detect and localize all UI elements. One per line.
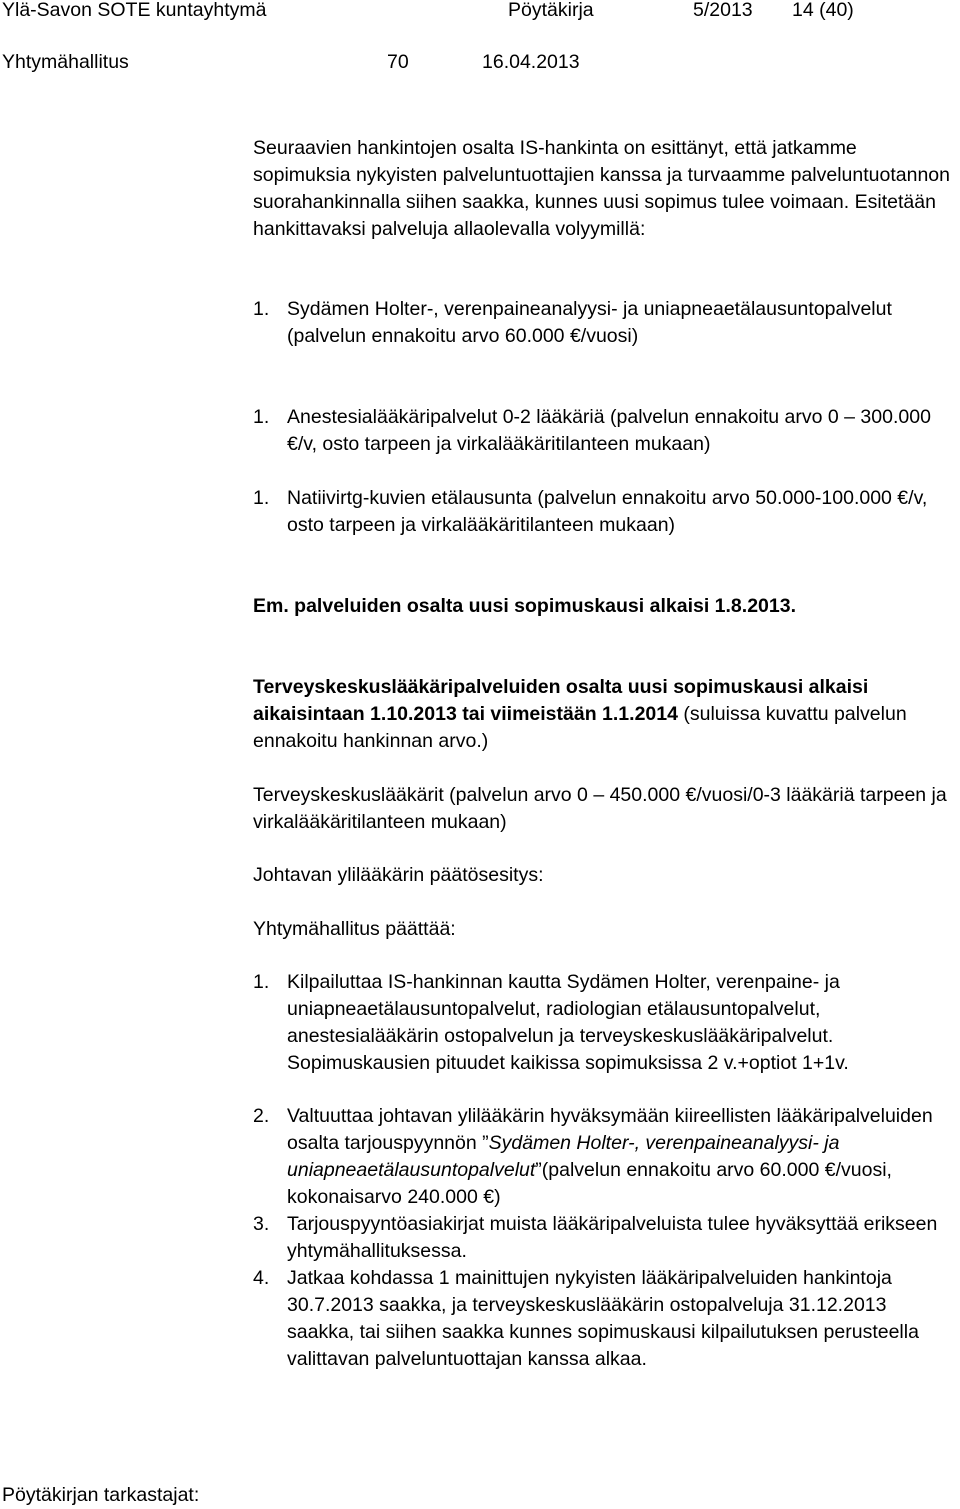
hc-doctors-paragraph: Terveyskeskuslääkärit (palvelun arvo 0 – 450.000 €/vuosi/0-3 lääkäriä tarpeen ja virkalääkäritilanteen mukaan)	[253, 784, 947, 833]
service-item	[253, 485, 953, 539]
doc-type: Pöytäkirja	[508, 0, 594, 21]
meeting-body: Yhtymähallitus	[2, 51, 129, 73]
service-text: Anestesialääkäripalvelut 0-2 lääkäriä (palvelun ennakoitu arvo 0 – 300.000 €/v, osto tarpeen ja virkalääkäritilanteen mukaan)	[287, 406, 931, 455]
decision-text: Kilpailuttaa IS-hankinnan kautta Sydämen Holter, verenpaine- ja uniapneaetälausuntopalvelut, radiologian etälausuntopalvelut, anestesialääkärin ostopalvelun ja terveyskeskuslääkäripalvelut. Sopimuskausien pituudet kaikissa sopimuksissa 2 v.+optiot 1+1v.	[287, 971, 849, 1074]
service-item	[253, 296, 953, 350]
list-number: 2.	[253, 1105, 270, 1127]
list-number: 1.	[253, 298, 270, 320]
decision-item-1	[253, 969, 953, 1077]
decision-item-3	[253, 1211, 953, 1265]
footer-reviewers-label: Pöytäkirjan tarkastajat:	[2, 1484, 200, 1506]
decision-item-2	[253, 1103, 953, 1211]
contract-note-text: Em. palveluiden osalta uusi sopimuskausi alkaisi 1.8.2013.	[253, 595, 796, 617]
section-number: 70	[387, 51, 409, 73]
decision-text-pre: Valtuuttaa johtavan ylilääkärin hyväksymään kiireellisten lääkäripalveluiden osalta tarjouspyynnön ”	[287, 1105, 933, 1154]
service-text: Sydämen Holter-, verenpaineanalyysi- ja uniapneaetälausuntopalvelut (palvelun ennakoitu arvo 60.000 €/vuosi)	[287, 298, 892, 347]
list-number: 3.	[253, 1213, 270, 1235]
list-number: 4.	[253, 1267, 270, 1289]
list-number: 1.	[253, 406, 270, 428]
decision-text-post: ”(palvelun ennakoitu arvo 60.000 €/vuosi, kokonaisarvo 240.000 €)	[287, 1159, 892, 1208]
decision-text: Jatkaa kohdassa 1 mainittujen nykyisten lääkäripalveluiden hankintoja 30.7.2013 saakka, ja terveyskeskuslääkärin ostopalveluja 31.12.2013 saakka, tai siihen saakka kunnes sopimuskausi kilpailutuksen perusteella valittavan palveluntuottajan kanssa alkaa.	[287, 1267, 919, 1370]
decision-item-4	[253, 1265, 953, 1373]
page-number: 14 (40)	[792, 0, 854, 21]
intro-paragraph: Seuraavien hankintojen osalta IS-hankinta on esittänyt, että jatkamme sopimuksia nykyisten palveluntuottajien kanssa ja turvaamme palveluntuotannon suorahankinnalla siihen saakka, kunnes uusi sopimus tulee voimaan. Esitetään hankittavaksi palveluja allaolevalla volyymillä:	[253, 137, 950, 240]
decision-text	[287, 1103, 953, 1211]
hc-note-normal: (suluissa kuvattu palvelun ennakoitu hankinnan arvo.)	[253, 703, 907, 752]
service-item	[253, 404, 953, 458]
contract-note	[253, 593, 953, 620]
service-text: Natiivirtg-kuvien etälausunta (palvelun ennakoitu arvo 50.000-100.000 €/v, osto tarpeen ja virkalääkäritilanteen mukaan)	[287, 487, 928, 536]
list-number: 1.	[253, 487, 270, 509]
hc-note-bold: Terveyskeskuslääkäripalveluiden osalta uusi sopimuskausi alkaisi aikaisintaan 1.10.2013 tai viimeistään 1.1.2014	[253, 676, 869, 725]
tender-title: Sydämen Holter-, verenpaineanalyysi- ja uniapneaetälausuntopalvelut	[287, 1132, 840, 1181]
doc-number: 5/2013	[693, 0, 753, 21]
org-name: Ylä-Savon SOTE kuntayhtymä	[2, 0, 267, 21]
list-number: 1.	[253, 971, 270, 993]
hc-note	[253, 674, 953, 755]
proposal-heading: Johtavan ylilääkärin päätösesitys:	[253, 864, 544, 886]
meeting-date: 16.04.2013	[482, 51, 580, 73]
decision-heading: Yhtymähallitus päättää:	[253, 918, 456, 940]
decision-text: Tarjouspyyntöasiakirjat muista lääkäripalveluista tulee hyväksyttää erikseen yhtymähallituksessa.	[287, 1213, 938, 1262]
